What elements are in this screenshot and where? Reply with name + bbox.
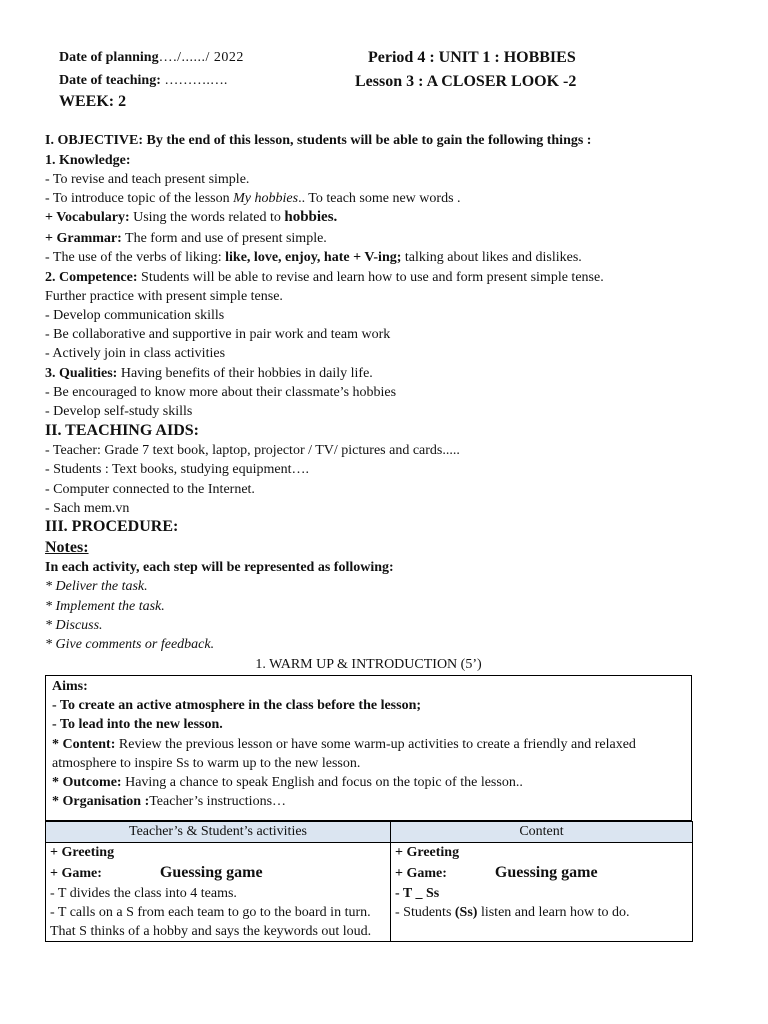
content-line <box>52 735 688 773</box>
activities-cell <box>46 843 391 942</box>
organisation-line <box>52 792 286 811</box>
procedure-intro: In each activity, each step will be represented as following: <box>45 560 394 575</box>
aim-item-2: - To lead into the new lesson. <box>52 717 223 732</box>
left-item-2: - T calls on a S from each team to go to the board in turn. That S thinks of a hobby and says the keywords out loud. <box>50 905 372 939</box>
right-greeting: + Greeting <box>395 845 460 860</box>
teaching-label: Date of teaching: <box>59 73 161 88</box>
date-of-teaching <box>59 71 227 90</box>
left-greeting: + Greeting <box>50 845 115 860</box>
verbs-line <box>45 248 582 267</box>
knowledge-heading: 1. Knowledge: <box>45 153 131 168</box>
step-feedback: * Give comments or feedback. <box>45 637 215 652</box>
content-text: Review the previous lesson or have some warm-up activities to create a friendly and relaxed atmosphere to inspire Ss to warm up to the new lesson. <box>52 737 636 771</box>
activities-table <box>45 821 693 942</box>
grammar-line <box>45 229 327 248</box>
aims-label: Aims: <box>52 679 88 694</box>
verbs-pre: - The use of the verbs of liking: <box>45 250 226 265</box>
content-cell <box>391 843 693 942</box>
table-row <box>46 843 693 942</box>
organisation-text: Teacher’s instructions… <box>149 794 287 809</box>
k2-topic: My hobbies <box>233 191 299 206</box>
right-game-line <box>395 862 688 884</box>
planning-label: Date of planning <box>59 50 159 65</box>
aids-item-1: - Teacher: Grade 7 text book, laptop, projector / TV/ pictures and cards..... <box>45 443 460 458</box>
grammar-text: The form and use of present simple. <box>121 231 327 246</box>
competence-line <box>45 268 604 287</box>
competence-item-1: - Develop communication skills <box>45 308 225 323</box>
organisation-label: * Organisation : <box>52 794 150 809</box>
procedure-heading: III. PROCEDURE: <box>45 518 179 535</box>
grammar-label: + Grammar: <box>45 231 122 246</box>
vocabulary-word: hobbies. <box>284 209 338 225</box>
verbs-bold: like, love, enjoy, hate + V-ing; <box>225 250 402 265</box>
r2-pre: - Students <box>395 905 455 920</box>
left-game-label: + Game: <box>50 866 102 881</box>
outcome-text: Having a chance to speak English and focus on the topic of the lesson.. <box>121 775 523 790</box>
aids-item-4: - Sach mem.vn <box>45 501 130 516</box>
competence-item-2: - Be collaborative and supportive in pair work and team work <box>45 327 391 342</box>
vocabulary-text: Using the words related to <box>129 210 285 225</box>
teaching-value: ……….…. <box>164 73 228 88</box>
qualities-item-2: - Develop self-study skills <box>45 404 193 419</box>
aids-item-3: - Computer connected to the Internet. <box>45 482 255 497</box>
competence-line-2: Further practice with present simple tense. <box>45 289 283 304</box>
qualities-line <box>45 364 373 383</box>
aims-box <box>45 675 692 821</box>
knowledge-item-1: - To revise and teach present simple. <box>45 172 250 187</box>
period-title: Period 4 : UNIT 1 : HOBBIES <box>368 49 576 66</box>
step-discuss: * Discuss. <box>45 618 103 633</box>
vocabulary-line <box>45 208 337 227</box>
content-label: * Content: <box>52 737 116 752</box>
step-deliver: * Deliver the task. <box>45 579 148 594</box>
teaching-aids-heading: II. TEACHING AIDS: <box>45 422 199 439</box>
r2-bold: (Ss) <box>454 905 478 920</box>
objective-heading: I. OBJECTIVE: By the end of this lesson, students will be able to gain the following things : <box>45 133 592 148</box>
qualities-text: Having benefits of their hobbies in daily life. <box>117 366 373 381</box>
k2-post: .. To teach some new words . <box>298 191 461 206</box>
left-game-title: Guessing game <box>159 864 263 881</box>
column-header-activities: Teacher’s & Student’s activities <box>46 822 391 843</box>
column-header-content: Content <box>391 822 693 843</box>
qualities-item-1: - Be encouraged to know more about their classmate’s hobbies <box>45 385 397 400</box>
right-game-title: Guessing game <box>494 864 598 881</box>
competence-item-3: - Actively join in class activities <box>45 346 226 361</box>
right-game-label: + Game: <box>395 866 447 881</box>
left-item-1: - T divides the class into 4 teams. <box>50 886 237 901</box>
date-of-planning <box>59 48 244 67</box>
warmup-title: 1. WARM UP & INTRODUCTION (5’) <box>255 657 482 672</box>
aids-item-2: - Students : Text books, studying equipment…. <box>45 462 309 477</box>
left-game-line <box>50 862 386 884</box>
step-implement: * Implement the task. <box>45 599 165 614</box>
notes-heading: Notes: <box>45 539 89 556</box>
competence-label: 2. Competence: <box>45 270 138 285</box>
outcome-line <box>52 773 523 792</box>
lesson-title: Lesson 3 : A CLOSER LOOK -2 <box>355 73 577 90</box>
planning-value: …./....../ 2022 <box>158 50 244 65</box>
right-item-2 <box>395 903 688 922</box>
k2-pre: - To introduce topic of the lesson <box>45 191 234 206</box>
right-item-1: - T _ Ss <box>395 886 440 901</box>
competence-text: Students will be able to revise and learn how to use and form present simple tense. <box>137 270 604 285</box>
week-label: WEEK: 2 <box>59 93 127 110</box>
table-header-row <box>46 822 693 843</box>
vocabulary-label: + Vocabulary: <box>45 210 130 225</box>
r2-post: listen and learn how to do. <box>477 905 630 920</box>
verbs-post: talking about likes and dislikes. <box>401 250 582 265</box>
outcome-label: * Outcome: <box>52 775 122 790</box>
qualities-label: 3. Qualities: <box>45 366 118 381</box>
knowledge-item-2 <box>45 189 461 208</box>
aim-item-1: - To create an active atmosphere in the class before the lesson; <box>52 698 422 713</box>
